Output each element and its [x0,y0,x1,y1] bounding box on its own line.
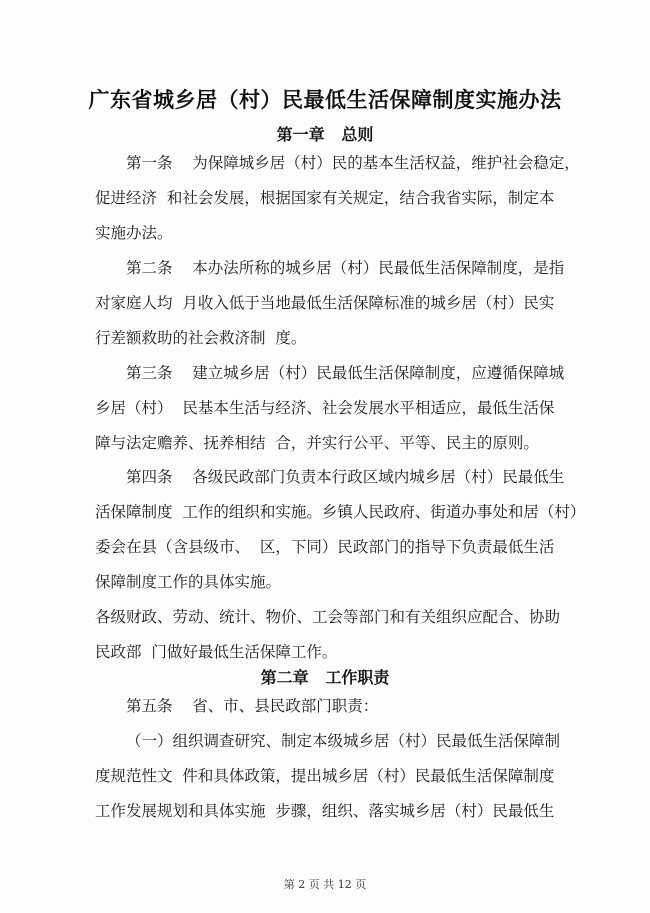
article-3-line: 第三条 建立城乡居（村）民最低生活保障制度，应遵循保障城 [126,364,565,382]
article-1-line: 实施办法。 [95,224,173,242]
article-4-line: 活保障制度 工作的组织和实施。乡镇人民政府、街道办事处和居（村） [95,503,586,521]
article-3-line: 乡居（村） 民基本生活与经济、社会发展水平相适应，最低生活保 [95,399,555,417]
article-5-line: 工作发展规划和具体实施 步骤，组织、落实城乡居（村）民最低生 [95,802,555,820]
article-1-line: 第一条 为保障城乡居（村）民的基本生活权益，维护社会稳定， [126,154,580,172]
article-2-line: 行差额救助的社会救济制 度。 [95,329,307,347]
article-4-line: 保障制度工作的具体实施。 [95,573,282,591]
article-4-line: 委会在县（含县级市、 区，下同）民政部门的指导下负责最低生活 [95,538,555,556]
article-1-line: 促进经济 和社会发展，根据国家有关规定，结合我省实际，制定本 [95,189,555,207]
article-2-line: 对家庭人均 月收入低于当地最低生活保障标准的城乡居（村）民实 [95,294,555,312]
chapter-2-heading: 第二章 工作职责 [260,668,390,687]
article-2-line: 第二条 本办法所称的城乡居（村）民最低生活保障制度，是指 [126,259,565,277]
article-5-line: 第五条 省、市、县民政部门职责： [126,697,379,715]
article-5-line: （一）组织调查研究、制定本级城乡居（村）民最低生活保障制 [126,732,561,750]
page-number-footer: 第 2 页 共 12 页 [283,878,367,891]
document-title: 广东省城乡居（村）民最低生活保障制度实施办法 [88,87,562,112]
article-5-line: 度规范性文 件和具体政策，提出城乡居（村）民最低生活保障制度 [95,767,555,785]
chapter-1-heading: 第一章 总则 [276,125,374,144]
article-3-line: 障与法定赡养、抚养相结 合，并实行公平、平等、民主的原则。 [95,434,539,452]
article-4-line: 第四条 各级民政部门负责本行政区域内城乡居（村）民最低生 [126,468,565,486]
article-4-line: 民政部 门做好最低生活保障工作。 [95,643,338,661]
article-4-line: 各级财政、劳动、统计、物价、工会等部门和有关组织应配合、协助 [95,608,561,626]
